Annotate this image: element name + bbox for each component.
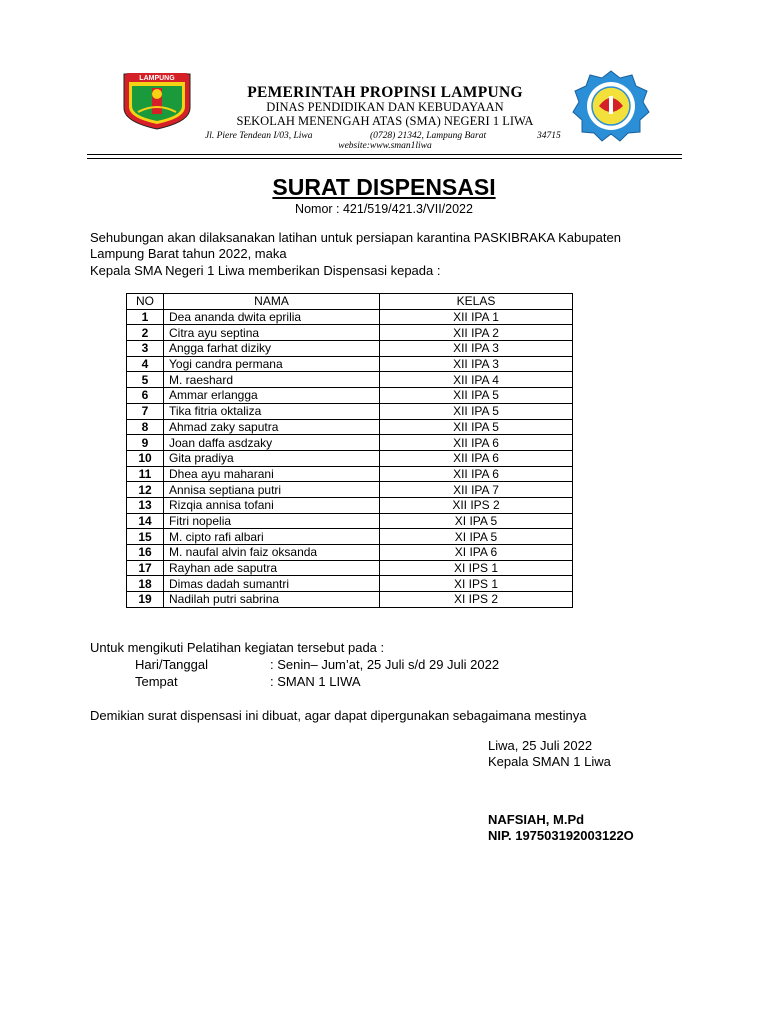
logo-text: LAMPUNG xyxy=(139,75,175,82)
letterhead-address-street: Jl. Piere Tendean I/03, Liwa xyxy=(205,131,313,141)
row-number: 13 xyxy=(127,497,164,513)
student-name: Annisa septiana putri xyxy=(164,482,380,498)
table-row xyxy=(127,513,573,529)
student-class: XI IPS 1 xyxy=(380,576,573,592)
row-number: 6 xyxy=(127,388,164,404)
student-name: Yogi candra permana xyxy=(164,356,380,372)
student-class: XII IPA 6 xyxy=(380,466,573,482)
student-class: XII IPA 5 xyxy=(380,388,573,404)
student-class: XII IPA 2 xyxy=(380,325,573,341)
letterhead-department: DINAS PENDIDIKAN DAN KEBUDAYAAN xyxy=(266,100,504,114)
row-number: 17 xyxy=(127,560,164,576)
intro-line-2: Lampung Barat tahun 2022, maka xyxy=(90,246,287,261)
student-class: XII IPA 6 xyxy=(380,435,573,451)
header-kelas: KELAS xyxy=(380,294,573,310)
student-class: XII IPA 7 xyxy=(380,482,573,498)
letterhead-website: website:www.sman1liwa xyxy=(338,141,432,151)
student-class: XI IPS 2 xyxy=(380,592,573,608)
table-row xyxy=(127,529,573,545)
student-class: XII IPA 1 xyxy=(380,309,573,325)
student-class: XII IPA 5 xyxy=(380,419,573,435)
signature-place-date: Liwa, 25 Juli 2022 xyxy=(488,738,593,753)
row-number: 7 xyxy=(127,403,164,419)
signature-name: NAFSIAH, M.Pd xyxy=(488,812,585,827)
row-number: 4 xyxy=(127,356,164,372)
table-row xyxy=(127,403,573,419)
closing-text: Demikian surat dispensasi ini dibuat, agar dapat dipergunakan sebagaimana mestinya xyxy=(90,708,587,723)
table-row xyxy=(127,309,573,325)
student-name: Angga farhat diziky xyxy=(164,341,380,357)
intro-line-1: Sehubungan akan dilaksanakan latihan untuk persiapan karantina PASKIBRAKA Kabupaten xyxy=(90,230,621,245)
student-name: M. raeshard xyxy=(164,372,380,388)
student-name: Tika fitria oktaliza xyxy=(164,403,380,419)
row-number: 3 xyxy=(127,341,164,357)
row-number: 19 xyxy=(127,592,164,608)
table-row xyxy=(127,545,573,561)
table-header-row xyxy=(127,294,573,310)
student-class: XI IPA 5 xyxy=(380,513,573,529)
table-row xyxy=(127,592,573,608)
table-row xyxy=(127,419,573,435)
student-class: XII IPA 3 xyxy=(380,341,573,357)
student-class: XI IPA 5 xyxy=(380,529,573,545)
letterhead-government: PEMERINTAH PROPINSI LAMPUNG xyxy=(247,84,523,101)
letterhead-address-postcode: 34715 xyxy=(537,131,561,141)
table-row xyxy=(127,497,573,513)
student-name: M. cipto rafi albari xyxy=(164,529,380,545)
row-number: 8 xyxy=(127,419,164,435)
row-number: 12 xyxy=(127,482,164,498)
row-number: 15 xyxy=(127,529,164,545)
student-name: Rizqia annisa tofani xyxy=(164,497,380,513)
table-row xyxy=(127,372,573,388)
student-class: XI IPS 1 xyxy=(380,560,573,576)
document-number: Nomor : 421/519/421.3/VII/2022 xyxy=(295,202,473,216)
table-row xyxy=(127,341,573,357)
row-number: 10 xyxy=(127,450,164,466)
table-row xyxy=(127,325,573,341)
student-name: Nadilah putri sabrina xyxy=(164,592,380,608)
place-label: Tempat xyxy=(135,674,178,689)
row-number: 16 xyxy=(127,545,164,561)
student-name: Fitri nopelia xyxy=(164,513,380,529)
row-number: 2 xyxy=(127,325,164,341)
header-no: NO xyxy=(127,294,164,310)
letterhead-divider-thin xyxy=(87,158,682,159)
student-name: M. naufal alvin faiz oksanda xyxy=(164,545,380,561)
table-row xyxy=(127,576,573,592)
student-name: Gita pradiya xyxy=(164,450,380,466)
row-number: 11 xyxy=(127,466,164,482)
table-row xyxy=(127,388,573,404)
row-number: 9 xyxy=(127,435,164,451)
student-class: XI IPA 6 xyxy=(380,545,573,561)
date-value: : Senin– Jum’at, 25 Juli s/d 29 Juli 2022 xyxy=(270,657,500,672)
student-class: XII IPA 3 xyxy=(380,356,573,372)
student-class: XII IPA 6 xyxy=(380,450,573,466)
table-row xyxy=(127,482,573,498)
table-row xyxy=(127,356,573,372)
intro-line-3: Kepala SMA Negeri 1 Liwa memberikan Dispensasi kepada : xyxy=(90,263,441,278)
letterhead-divider-thick xyxy=(87,154,682,155)
table-row xyxy=(127,466,573,482)
student-name: Ammar erlangga xyxy=(164,388,380,404)
row-number: 14 xyxy=(127,513,164,529)
student-name: Ahmad zaky saputra xyxy=(164,419,380,435)
signature-position: Kepala SMAN 1 Liwa xyxy=(488,754,611,769)
student-class: XII IPS 2 xyxy=(380,497,573,513)
table-row xyxy=(127,560,573,576)
letterhead-school: SEKOLAH MENENGAH ATAS (SMA) NEGERI 1 LIWA xyxy=(236,114,534,128)
header-nama: NAMA xyxy=(164,294,380,310)
student-class: XII IPA 4 xyxy=(380,372,573,388)
student-class: XII IPA 5 xyxy=(380,403,573,419)
date-label: Hari/Tanggal xyxy=(135,657,208,672)
letterhead-address-phone: (0728) 21342, Lampung Barat xyxy=(370,131,487,141)
signature-nip: NIP. 197503192003122O xyxy=(488,828,634,843)
document-title: SURAT DISPENSASI xyxy=(272,174,496,200)
student-name: Dhea ayu maharani xyxy=(164,466,380,482)
row-number: 18 xyxy=(127,576,164,592)
place-value: : SMAN 1 LIWA xyxy=(270,674,361,689)
student-name: Rayhan ade saputra xyxy=(164,560,380,576)
student-name: Dea ananda dwita eprilia xyxy=(164,309,380,325)
student-name: Joan daffa asdzaky xyxy=(164,435,380,451)
student-name: Citra ayu septina xyxy=(164,325,380,341)
student-name: Dimas dadah sumantri xyxy=(164,576,380,592)
table-row xyxy=(127,450,573,466)
row-number: 1 xyxy=(127,309,164,325)
student-table xyxy=(126,293,573,608)
row-number: 5 xyxy=(127,372,164,388)
table-row xyxy=(127,435,573,451)
purpose-text: Untuk mengikuti Pelatihan kegiatan tersebut pada : xyxy=(90,640,385,655)
